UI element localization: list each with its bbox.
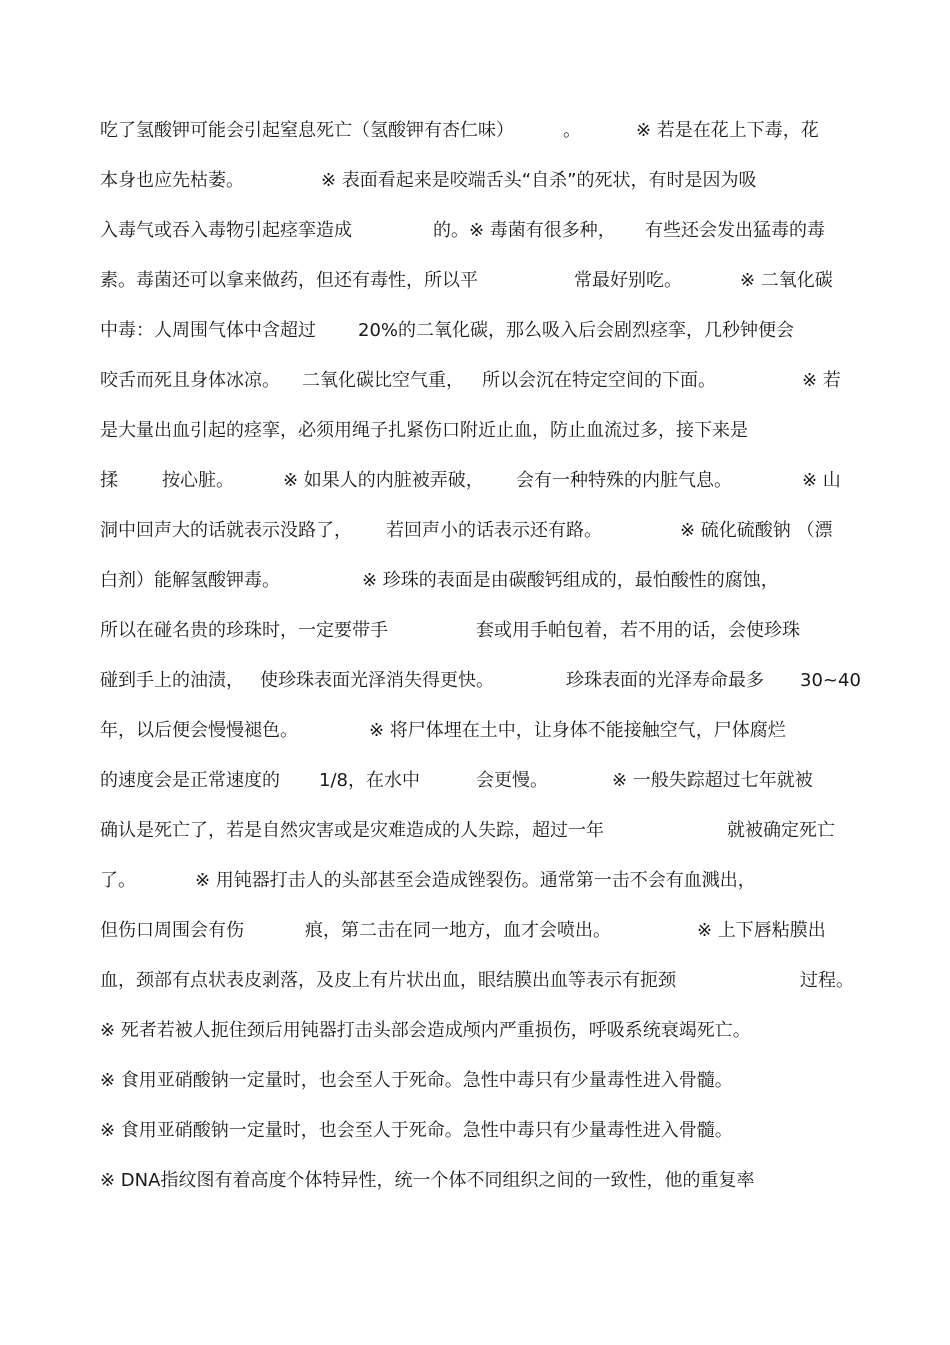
text-segment: ※ 山 [802, 470, 841, 491]
text-segment: ※ 若是在花上下毒，花 [636, 120, 819, 141]
text-segment: 洞中回声大的话就表示没路了， [100, 520, 352, 541]
text-line [0, 666, 950, 696]
text-segment: 是大量出血引起的痉挛，必须用绳子扎紧伤口附近止血，防止血流过多，接下来是 [100, 420, 748, 441]
text-segment: 使珍珠表面光泽消失得更快。 [260, 670, 494, 691]
text-line [0, 166, 950, 196]
text-line [0, 1116, 950, 1146]
text-segment: ※ 死者若被人扼住颈后用钝器打击头部会造成颅内严重损伤，呼吸系统衰竭死亡。 [100, 1020, 751, 1041]
text-segment: 所以会沉在特定空间的下面。 [482, 370, 716, 391]
text-segment: ※ 硫化硫酸钠 （漂 [680, 520, 833, 541]
text-line [0, 566, 950, 596]
text-segment: 痕，第二击在同一地方，血才会喷出。 [305, 920, 611, 941]
text-segment: 碰到手上的油渍， [100, 670, 244, 691]
text-line [0, 366, 950, 396]
text-line [0, 516, 950, 546]
text-segment: 确认是死亡了，若是自然灾害或是灾难造成的人失踪，超过一年 [100, 820, 604, 841]
text-segment: ※ 珍珠的表面是由碳酸钙组成的，最怕酸性的腐蚀， [362, 570, 779, 591]
text-segment: 1/8，在水中 [319, 770, 420, 791]
text-segment: 过程。 [800, 970, 854, 991]
text-segment: ※ DNA指纹图有着高度个体特异性，统一个体不同组织之间的一致性，他的重复率 [100, 1170, 755, 1191]
text-segment: 白剂）能解氢酸钾毒。 [100, 570, 280, 591]
text-segment: 套或用手帕包着，若不用的话，会使珍珠 [476, 620, 800, 641]
text-line [0, 266, 950, 296]
text-segment: ※ 若 [802, 370, 841, 391]
text-segment: 会更慢。 [476, 770, 548, 791]
text-segment: 就被确定死亡 [727, 820, 835, 841]
text-segment: ※ 如果人的内脏被弄破， [283, 470, 484, 491]
text-segment: 。 [563, 120, 581, 141]
text-segment: 的速度会是正常速度的 [100, 770, 280, 791]
text-segment: ※ 食用亚硝酸钠一定量时，也会至人于死命。急性中毒只有少量毒性进入骨髓。 [100, 1120, 733, 1141]
text-segment: ※ 一般失踪超过七年就被 [612, 770, 813, 791]
text-segment: ※ 二氧化碳 [740, 270, 833, 291]
text-line [0, 1166, 950, 1196]
text-segment: 本身也应先枯萎。 [100, 170, 244, 191]
text-segment: 但伤口周围会有伤 [100, 920, 244, 941]
text-line [0, 316, 950, 346]
text-segment: 入毒气或吞入毒物引起痉挛造成 [100, 220, 352, 241]
text-segment: 素。毒菌还可以拿来做药，但还有毒性，所以平 [100, 270, 478, 291]
text-line [0, 466, 950, 496]
text-line [0, 216, 950, 246]
text-segment: 30~40 [800, 670, 861, 691]
text-segment: ※ 将尸体埋在土中，让身体不能接触空气，尸体腐烂 [369, 720, 786, 741]
text-line [0, 966, 950, 996]
text-segment: 按心脏。 [162, 470, 234, 491]
text-segment: ※ 食用亚硝酸钠一定量时，也会至人于死命。急性中毒只有少量毒性进入骨髓。 [100, 1070, 733, 1091]
text-line [0, 816, 950, 846]
text-segment: ※ 用钝器打击人的头部甚至会造成锉裂伤。通常第一击不会有血溅出， [195, 870, 756, 891]
text-segment: ※ 表面看起来是咬端舌头“自杀”的死状，有时是因为吸 [321, 170, 757, 191]
text-segment: 年，以后便会慢慢褪色。 [100, 720, 298, 741]
text-segment: 有些还会发出猛毒的毒 [645, 220, 825, 241]
text-segment: 血，颈部有点状表皮剥落，及皮上有片状出血，眼结膜出血等表示有扼颈 [100, 970, 676, 991]
text-segment: 了。 [100, 870, 136, 891]
text-segment: 常最好别吃。 [574, 270, 682, 291]
text-segment: 吃了氢酸钾可能会引起窒息死亡（氢酸钾有杏仁味） [100, 120, 514, 141]
text-line [0, 1016, 950, 1046]
text-line [0, 866, 950, 896]
text-line [0, 766, 950, 796]
text-segment: 20%的二氧化碳，那么吸入后会剧烈痉挛，几秒钟便会 [358, 320, 795, 341]
text-segment: 揉 [100, 470, 118, 491]
text-segment: 若回声小的话表示还有路。 [386, 520, 602, 541]
text-segment: ※ 上下唇粘膜出 [697, 920, 826, 941]
text-segment: 的。※ 毒菌有很多种， [433, 220, 616, 241]
text-line [0, 416, 950, 446]
text-segment: 会有一种特殊的内脏气息。 [516, 470, 732, 491]
text-line [0, 1066, 950, 1096]
text-line [0, 116, 950, 146]
text-segment: 中毒：人周围气体中含超过 [100, 320, 316, 341]
text-line [0, 716, 950, 746]
text-line [0, 916, 950, 946]
text-line [0, 616, 950, 646]
text-segment: 所以在碰名贵的珍珠时，一定要带手 [100, 620, 388, 641]
text-segment: 二氧化碳比空气重， [302, 370, 464, 391]
text-segment: 咬舌而死且身体冰凉。 [100, 370, 280, 391]
text-segment: 珍珠表面的光泽寿命最多 [566, 670, 764, 691]
